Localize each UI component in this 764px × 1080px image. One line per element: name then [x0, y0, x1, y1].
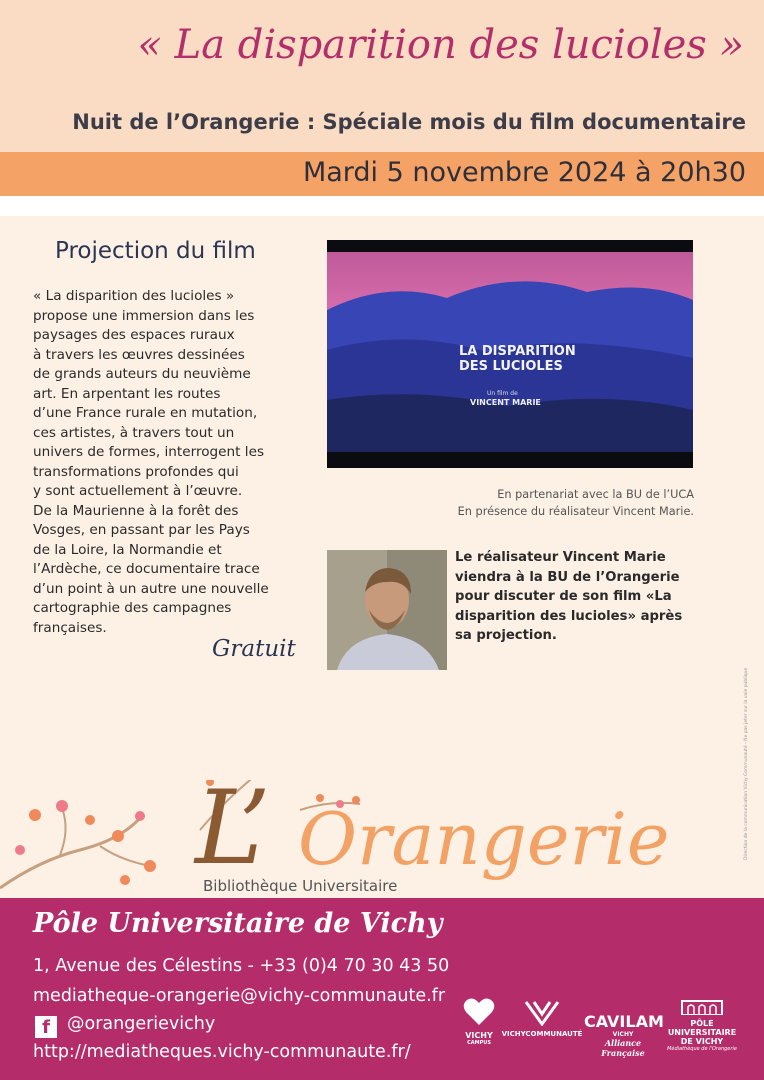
vichy-campus-line: CAMPUS: [467, 1040, 491, 1046]
description-line: univers de formes, interrogent les: [33, 444, 265, 460]
cavilam-line: Alliance Française: [601, 1038, 645, 1058]
description-line: l’Ardèche, ce documentaire trace: [33, 561, 260, 577]
pole-universitaire-logo: [662, 995, 742, 1052]
divider-band: [0, 196, 764, 216]
description-line: art. En arpentant les routes: [33, 385, 221, 402]
poster-title: « La disparition des lucioles »: [137, 22, 744, 68]
vichy-communaute-logo: [500, 998, 584, 1038]
description-line: y sont actuellement à l’œuvre.: [33, 483, 243, 499]
heart-icon: [463, 997, 495, 1027]
pole-line: UNIVERSITAIRE: [667, 1028, 737, 1037]
vichy-campus-line: VICHY: [465, 1031, 493, 1040]
director-portrait: [327, 550, 447, 670]
film-title-line: LA DISPARITION: [459, 344, 576, 359]
description-line: « La disparition des lucioles »: [33, 288, 235, 304]
description-line: à travers les œuvres dessinées: [33, 346, 245, 363]
logo-l: L’: [195, 769, 271, 888]
facebook-handle[interactable]: @orangerievichy: [67, 1014, 216, 1034]
film-title-card: [459, 344, 576, 374]
director-note-line: pour discuter de son film «La: [455, 589, 672, 604]
description-line: françaises.: [33, 619, 107, 636]
cavilam-line: CAVILAM: [584, 1012, 664, 1031]
building-icon: [680, 995, 724, 1015]
partnership-line: En présence du réalisateur Vincent Marie.: [457, 505, 694, 518]
partnership-note: [458, 486, 694, 520]
partnership-line: En partenariat avec la BU de l’UCA: [497, 488, 694, 501]
film-title-line: DES LUCIOLES: [459, 359, 563, 374]
pole-line: PÔLE: [690, 1019, 714, 1028]
vichy-campus-logo: [458, 997, 500, 1046]
description-line: cartographie des campagnes: [33, 600, 232, 616]
description-line: transformations profondes qui: [33, 463, 239, 480]
website-link[interactable]: http://mediatheques.vichy-communaute.fr/: [33, 1042, 411, 1062]
logo-orangerie: Orangerie: [298, 797, 670, 881]
director-note: [455, 548, 700, 646]
email-link[interactable]: mediatheque-orangerie@vichy-communaute.fr: [33, 986, 446, 1006]
description-line: de grands auteurs du neuvième: [33, 366, 251, 382]
price-free: Gratuit: [212, 636, 296, 662]
poster-subtitle: Nuit de l’Orangerie : Spéciale mois du film documentaire: [72, 110, 746, 134]
director-portrait-illustration: [327, 550, 447, 670]
print-credit: Direction de la communication Vichy Communauté - Ne pas jeter sur la voie publique: [744, 667, 749, 860]
v-mark-icon: [522, 998, 562, 1026]
description-line: De la Maurienne à la forêt des: [33, 502, 239, 519]
director-note-line: Le réalisateur Vincent Marie: [455, 550, 666, 565]
vichy-communaute-text: VICHYCOMMUNAUTÉ: [501, 1030, 583, 1038]
description-line: propose une immersion dans les: [33, 307, 255, 324]
pole-line: DE VICHY: [680, 1037, 724, 1046]
logo-subtitle: Bibliothèque Universitaire: [203, 877, 398, 895]
projection-heading: Projection du film: [55, 238, 256, 264]
director-note-line: sa projection.: [455, 628, 557, 643]
description-line: Vosges, en passant par les Pays: [33, 522, 250, 538]
cavilam-logo: [584, 1012, 662, 1058]
description-line: d’une France rurale en mutation,: [33, 405, 258, 421]
description-line: de la Loire, la Normandie et: [33, 541, 222, 558]
pole-title: Pôle Universitaire de Vichy: [33, 908, 443, 939]
description-line: paysages des espaces ruraux: [33, 327, 235, 343]
description-line: ces artistes, à travers tout un: [33, 424, 235, 441]
film-still: [327, 240, 693, 468]
pole-line: Médiathèque de l'Orangerie: [667, 1046, 737, 1052]
director-note-line: disparition des lucioles» après: [455, 608, 683, 624]
director-note-line: viendra à la BU de l’Orangerie: [455, 569, 680, 585]
film-by: Un film de: [487, 390, 518, 397]
description-line: d’un point à un autre une nouvelle: [33, 580, 269, 597]
projection-description: [33, 287, 303, 638]
film-director: VINCENT MARIE: [470, 398, 541, 407]
address: 1, Avenue des Célestins - +33 (0)4 70 30 43 50: [33, 956, 450, 976]
facebook-icon[interactable]: f: [35, 1016, 57, 1038]
cavilam-line: VICHY: [612, 1031, 634, 1038]
event-date: Mardi 5 novembre 2024 à 20h30: [302, 157, 746, 188]
